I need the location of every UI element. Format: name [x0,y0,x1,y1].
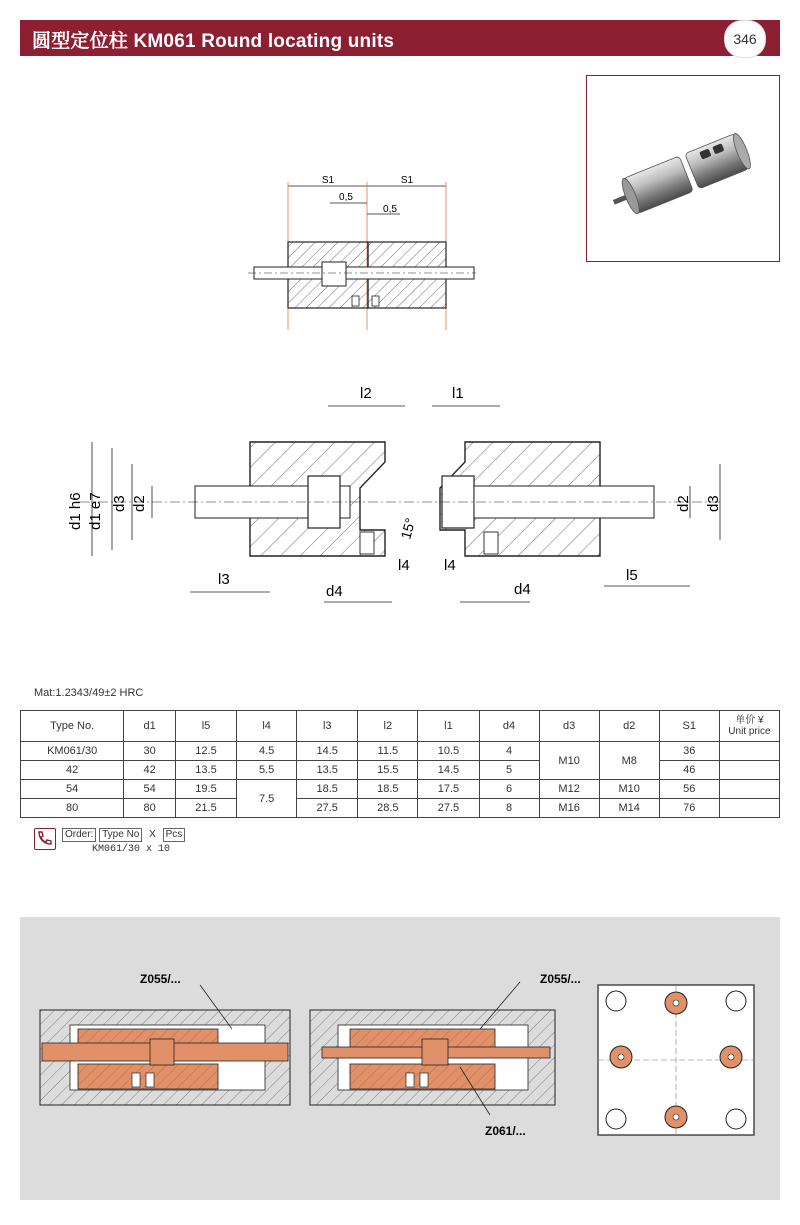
cell-l3: 14.5 [297,742,358,761]
d2-label-left: d2 [131,495,148,512]
page-header [20,20,780,56]
phone-icon [34,828,56,850]
order-format [62,828,185,842]
s1-label-left: S1 [321,175,335,186]
cell-d1: 30 [124,742,176,761]
cell-d3: M16 [539,799,599,818]
application-panel [20,917,780,1200]
callout-middle-bottom: Z061/... [485,1124,526,1138]
cell-d3: M10 [539,742,599,780]
order-times: X [149,829,156,840]
l2-label: l2 [360,385,372,402]
cell-l3: 27.5 [297,799,358,818]
col-header: l5 [175,711,236,742]
cell-l1: 17.5 [418,780,479,799]
cell-price [719,761,779,780]
cell-d2: M14 [599,799,659,818]
application-drawings [20,917,780,1200]
cell-l3: 13.5 [297,761,358,780]
cell-l5: 19.5 [175,780,236,799]
callout-middle-top: Z055/... [540,972,581,986]
cell-type: KM061/30 [21,742,124,761]
order-pcs: Pcs [163,828,186,842]
d1e7-label: d1 e7 [87,492,104,530]
cell-l4: 4.5 [237,742,297,761]
col-header: d2 [599,711,659,742]
cell-d2: M8 [599,742,659,780]
cell-l5: 21.5 [175,799,236,818]
cell-type: 54 [21,780,124,799]
product-illustration [587,76,778,260]
cell-l2: 11.5 [358,742,418,761]
cell-price [719,799,779,818]
application-middle [310,972,581,1138]
order-label: Order: [62,828,96,842]
l1-label: l1 [452,385,464,402]
col-header: l1 [418,711,479,742]
cell-d4: 8 [479,799,539,818]
page-number: 346 [724,20,766,58]
col-header: d4 [479,711,539,742]
dimension-drawing [60,380,740,610]
cell-d4: 6 [479,780,539,799]
d4-label-left: d4 [326,583,343,600]
gap-label-2: 0,5 [383,204,397,215]
table-row [21,742,780,761]
price-header-en: Unit price [728,726,771,737]
l4-label-left: l4 [398,557,410,574]
d1h6-label: d1 h6 [67,492,84,530]
l4-label-right: l4 [444,557,456,574]
l5-label: l5 [626,567,638,584]
col-header: l2 [358,711,418,742]
cell-type: 80 [21,799,124,818]
cell-l4: 7.5 [237,780,297,818]
cell-l2: 18.5 [358,780,418,799]
price-header-zh: 单价 ¥ [735,715,764,726]
angle-label: 15° [397,516,419,541]
col-header: Type No. [21,711,124,742]
col-header: l3 [297,711,358,742]
cell-s1: 56 [659,780,719,799]
cell-s1: 36 [659,742,719,761]
table-row [21,780,780,799]
cell-l5: 13.5 [175,761,236,780]
cell-l3: 18.5 [297,780,358,799]
cell-price [719,742,779,761]
col-header: d1 [124,711,176,742]
spec-table [20,710,780,818]
cell-l1: 14.5 [418,761,479,780]
cell-l5: 12.5 [175,742,236,761]
cell-s1: 76 [659,799,719,818]
product-photo [586,75,780,262]
cell-d2: M10 [599,780,659,799]
table-row [21,799,780,818]
table-row [21,761,780,780]
l3-label: l3 [218,571,230,588]
cell-d3: M12 [539,780,599,799]
s1-label-right: S1 [400,175,414,186]
order-type-no: Type No [99,828,142,842]
table-header-row [21,711,780,742]
d4-label-right: d4 [514,581,531,598]
callout-left: Z055/... [140,972,181,986]
col-header: l4 [237,711,297,742]
d3-label-right: d3 [705,495,722,512]
cell-l4: 5.5 [237,761,297,780]
assembly-drawing [240,170,480,335]
page-title: 圆型定位柱 KM061 Round locating units [32,31,395,52]
cell-d1: 42 [124,761,176,780]
col-header-price [719,711,779,742]
cell-l1: 10.5 [418,742,479,761]
cell-d1: 80 [124,799,176,818]
d2-label-right: d2 [675,495,692,512]
material-spec: Mat:1.2343/49±2 HRC [34,687,144,699]
cell-l2: 28.5 [358,799,418,818]
gap-label-1: 0,5 [339,192,353,203]
col-header: d3 [539,711,599,742]
cell-l1: 27.5 [418,799,479,818]
application-plan-view [598,985,754,1135]
cell-s1: 46 [659,761,719,780]
cell-d1: 54 [124,780,176,799]
cell-d4: 5 [479,761,539,780]
cell-price [719,780,779,799]
cell-d4: 4 [479,742,539,761]
cell-l2: 15.5 [358,761,418,780]
col-header: S1 [659,711,719,742]
application-left [40,972,290,1105]
d3-label-left: d3 [111,495,128,512]
order-example: KM061/30 x 10 [92,844,171,855]
cell-type: 42 [21,761,124,780]
